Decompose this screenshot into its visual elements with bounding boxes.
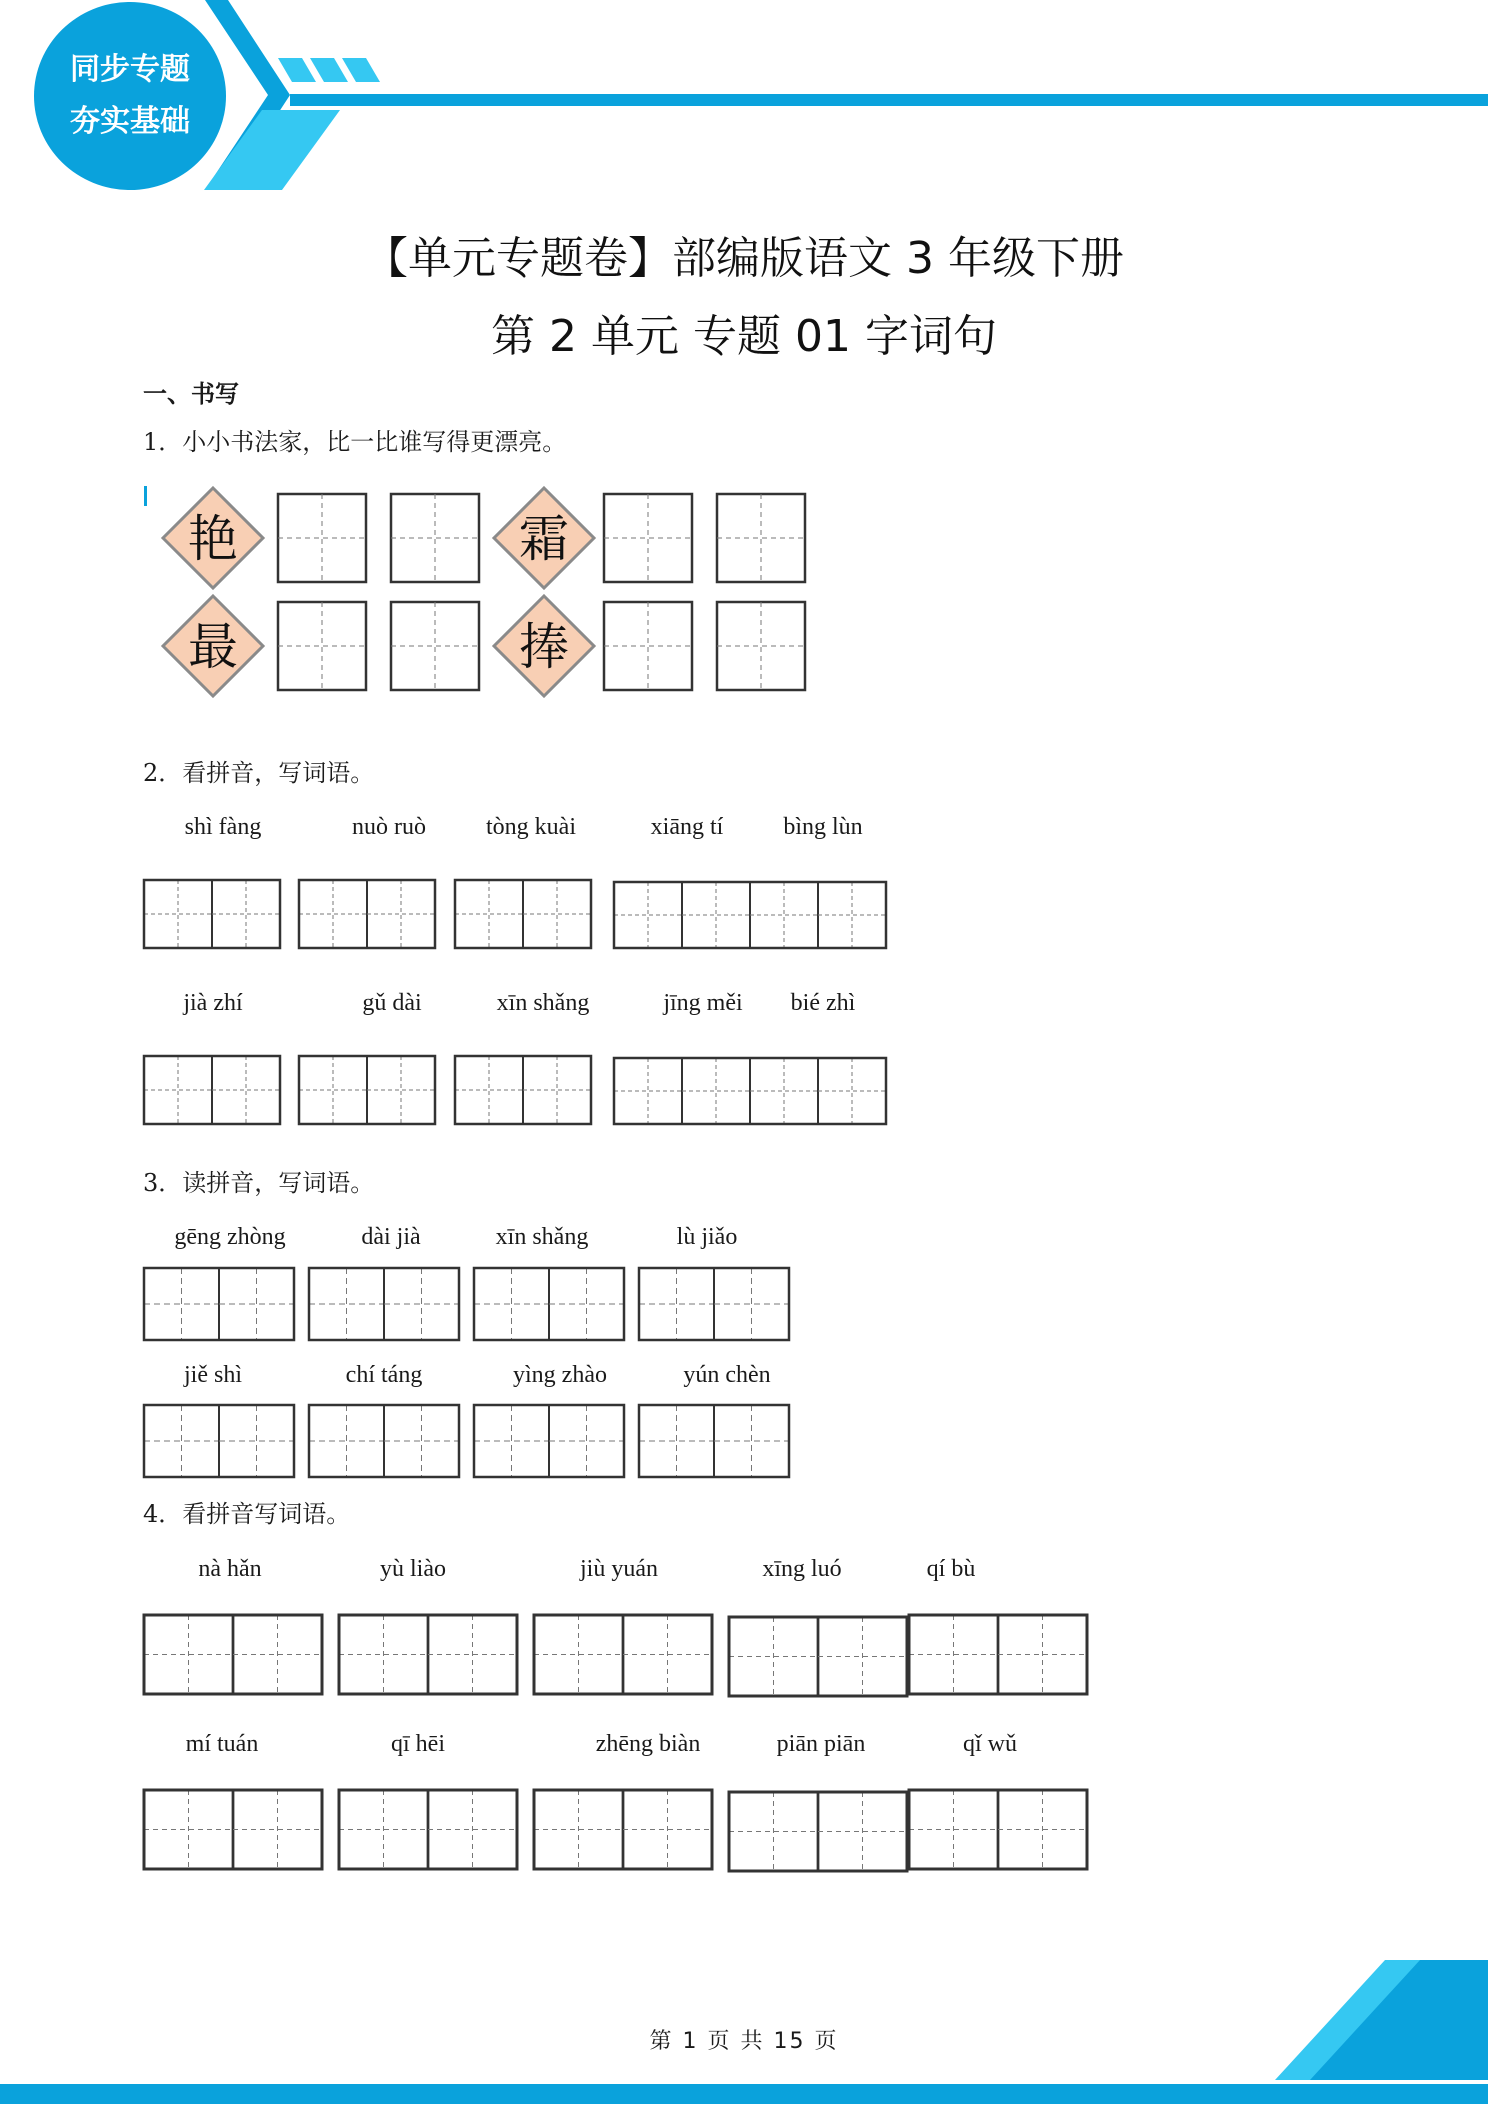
- pinyin-label: jiù yuán: [580, 1556, 658, 1582]
- question-1-prompt: 1．小小书法家，比一比谁写得更漂亮。: [143, 428, 567, 456]
- pinyin-label: qǐ wǔ: [963, 1731, 1017, 1757]
- pinyin-label: dài jià: [361, 1224, 421, 1250]
- pinyin-label: qí bù: [926, 1556, 976, 1582]
- example-char: 捧: [519, 618, 569, 676]
- example-char: 霜: [519, 510, 569, 568]
- example-char: 艳: [188, 510, 238, 568]
- pinyin-label: qī hēi: [391, 1731, 445, 1757]
- pinyin-label: lù jiǎo: [676, 1224, 738, 1250]
- pinyin-label: nà hǎn: [198, 1556, 262, 1582]
- pinyin-label: gēng zhòng: [174, 1224, 286, 1250]
- example-char: 最: [188, 618, 238, 676]
- pinyin-label: yún chèn: [683, 1362, 771, 1388]
- document-subtitle: 第 2 单元 专题 01 字词句: [491, 311, 997, 362]
- badge-line-1: 同步专题: [70, 52, 190, 87]
- pinyin-label: yìng zhào: [513, 1362, 607, 1388]
- pinyin-label: shì fàng: [184, 814, 262, 840]
- footer-line: [0, 2084, 1488, 2104]
- pinyin-label: tòng kuài: [486, 814, 576, 840]
- pinyin-label: chí táng: [345, 1362, 423, 1388]
- question-2-prompt: 2．看拼音，写词语。: [143, 759, 375, 787]
- pinyin-label: bié zhì: [790, 990, 856, 1016]
- pinyin-label: xiāng tí: [650, 814, 724, 840]
- pinyin-label: yù liào: [380, 1556, 446, 1582]
- pinyin-label: jīng měi: [663, 990, 743, 1016]
- pinyin-label: xīn shǎng: [496, 990, 590, 1016]
- pinyin-label: bìng lùn: [783, 814, 863, 840]
- pinyin-label: xīng luó: [762, 1556, 842, 1582]
- question-3-prompt: 3．读拼音，写词语。: [143, 1169, 375, 1197]
- pinyin-label: xīn shǎng: [495, 1224, 589, 1250]
- section-heading: 一、书写: [143, 380, 239, 408]
- question-4-prompt: 4．看拼音写词语。: [143, 1500, 351, 1528]
- pinyin-label: piān piān: [776, 1731, 866, 1757]
- pinyin-label: jiě shì: [184, 1362, 242, 1388]
- page-number: 第 1 页 共 15 页: [649, 2029, 839, 2054]
- pinyin-label: nuò ruò: [352, 814, 426, 840]
- pinyin-label: gǔ dài: [362, 990, 422, 1016]
- document-title: 【单元专题卷】部编版语文 3 年级下册: [364, 233, 1124, 284]
- pinyin-label: mí tuán: [185, 1731, 259, 1757]
- pinyin-label: jià zhí: [183, 990, 243, 1016]
- badge-line-2: 夯实基础: [70, 104, 190, 139]
- pinyin-label: zhēng biàn: [595, 1731, 701, 1757]
